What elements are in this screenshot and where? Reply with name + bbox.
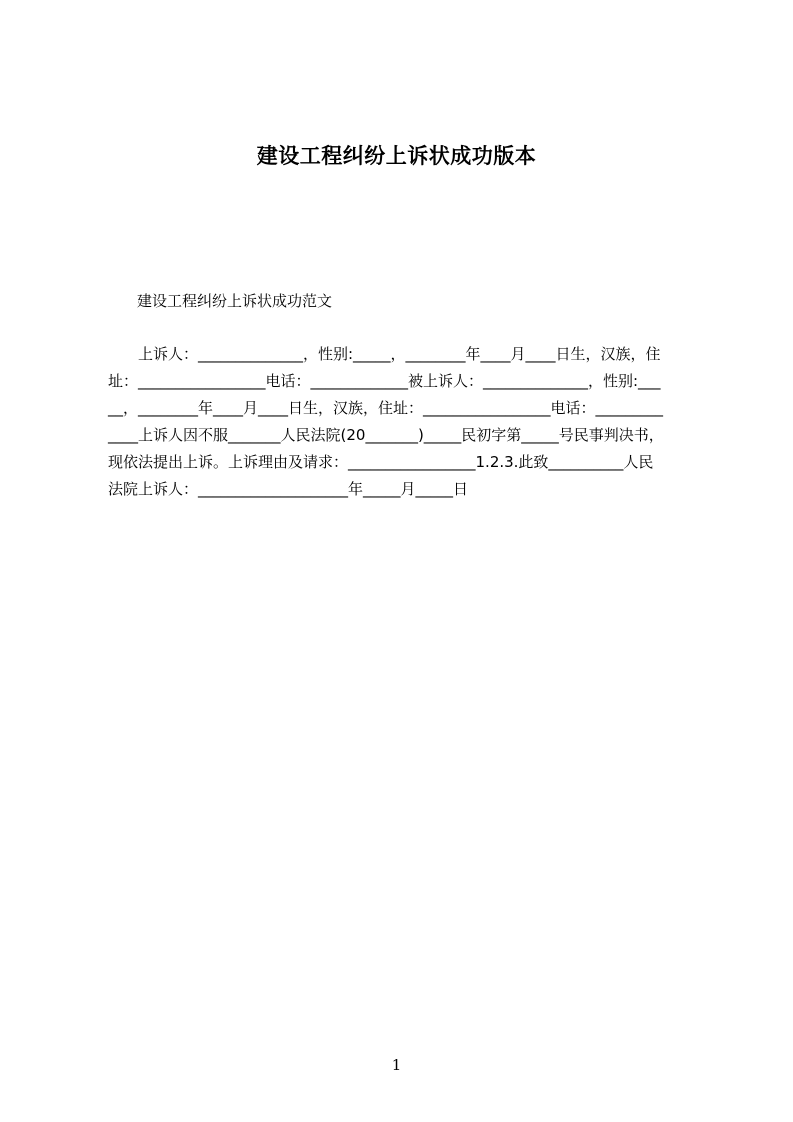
page-number: 1 (391, 1056, 402, 1074)
body-line-5: 现依法提出上诉。上诉理由及请求：_________________1.2.3.此致__________人民 (108, 453, 654, 471)
body-line-6: 法院上诉人：____________________年_____月_____日 (108, 480, 469, 498)
body-line-3: __，________年____月____日生，汉族，住址：_________________电话：_________ (108, 399, 664, 417)
body-line-2: 址：_________________电话：_____________被上诉人：______________，性别:___ (108, 372, 661, 390)
document-title: 建设工程纠纷上诉状成功版本 (256, 144, 537, 168)
body-line-4: ____上诉人因不服_______人民法院(20_______)_____民初字第_____号民事判决书， (108, 426, 664, 444)
body-line-1: 上诉人：______________，性别:_____，________年____月____日生，汉族，住 (138, 345, 661, 363)
document-subtitle: 建设工程纠纷上诉状成功范文 (137, 292, 333, 310)
